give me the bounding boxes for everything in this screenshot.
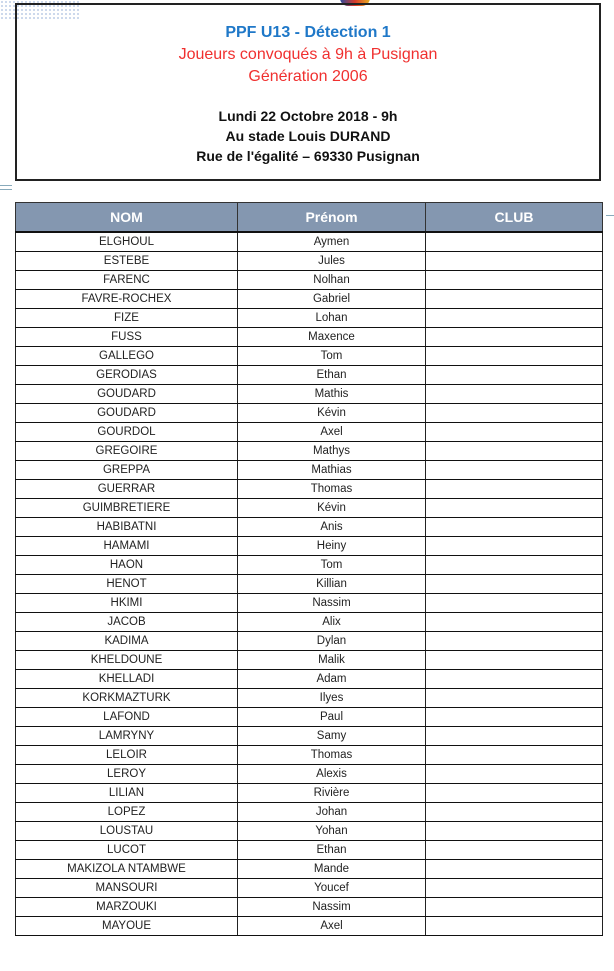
cell-club — [426, 575, 603, 594]
cell-club — [426, 689, 603, 708]
cell-club — [426, 271, 603, 290]
table-row — [16, 632, 603, 651]
cell-club — [426, 860, 603, 879]
cell-nom: LUCOT — [16, 841, 238, 860]
cell-club — [426, 309, 603, 328]
cell-nom: KHELDOUNE — [16, 651, 238, 670]
cell-prenom: Ilyes — [238, 689, 426, 708]
column-header-prenom: Prénom — [238, 203, 426, 233]
cell-prenom: Mathys — [238, 442, 426, 461]
cell-nom: LOUSTAU — [16, 822, 238, 841]
cell-club — [426, 556, 603, 575]
cell-club — [426, 385, 603, 404]
cell-prenom: Alix — [238, 613, 426, 632]
cell-prenom: Rivière — [238, 784, 426, 803]
cell-nom: LAMRYNY — [16, 727, 238, 746]
cell-nom: HENOT — [16, 575, 238, 594]
cell-prenom: Aymen — [238, 232, 426, 252]
cell-nom: GALLEGO — [16, 347, 238, 366]
cell-prenom: Kévin — [238, 499, 426, 518]
cell-nom: GOURDOL — [16, 423, 238, 442]
cell-nom: LELOIR — [16, 746, 238, 765]
table-row — [16, 784, 603, 803]
cell-prenom: Dylan — [238, 632, 426, 651]
table-row — [16, 290, 603, 309]
table-row — [16, 689, 603, 708]
cell-club — [426, 898, 603, 917]
cell-club — [426, 537, 603, 556]
cell-club — [426, 803, 603, 822]
table-row — [16, 328, 603, 347]
cell-prenom: Ethan — [238, 366, 426, 385]
cell-club — [426, 822, 603, 841]
cell-nom: FIZE — [16, 309, 238, 328]
cell-nom: GOUDARD — [16, 385, 238, 404]
cell-club — [426, 518, 603, 537]
table-row — [16, 537, 603, 556]
table-row — [16, 803, 603, 822]
subtitle-generation: Génération 2006 — [248, 68, 368, 85]
cell-nom: GREGOIRE — [16, 442, 238, 461]
table-row — [16, 879, 603, 898]
table-row — [16, 765, 603, 784]
cell-nom: ELGHOUL — [16, 232, 238, 252]
cell-prenom: Nassim — [238, 898, 426, 917]
cell-club — [426, 746, 603, 765]
cell-nom: JACOB — [16, 613, 238, 632]
cell-club — [426, 708, 603, 727]
cell-nom: FUSS — [16, 328, 238, 347]
cell-club — [426, 784, 603, 803]
cell-club — [426, 290, 603, 309]
cell-prenom: Mathias — [238, 461, 426, 480]
table-row — [16, 366, 603, 385]
column-header-nom: NOM — [16, 203, 238, 233]
cell-nom: MARZOUKI — [16, 898, 238, 917]
table-row — [16, 651, 603, 670]
cell-nom: LEROY — [16, 765, 238, 784]
cell-nom: KADIMA — [16, 632, 238, 651]
table-row — [16, 347, 603, 366]
cell-prenom: Nolhan — [238, 271, 426, 290]
cell-club — [426, 765, 603, 784]
cell-nom: GREPPA — [16, 461, 238, 480]
table-row — [16, 613, 603, 632]
cell-prenom: Samy — [238, 727, 426, 746]
cell-club — [426, 480, 603, 499]
cell-nom: ESTEBE — [16, 252, 238, 271]
cell-club — [426, 594, 603, 613]
table-row — [16, 822, 603, 841]
players-table — [15, 202, 603, 936]
cell-prenom: Jules — [238, 252, 426, 271]
event-date: Lundi 22 Octobre 2018 - 9h — [218, 108, 398, 124]
cell-nom: GERODIAS — [16, 366, 238, 385]
cell-prenom: Axel — [238, 423, 426, 442]
cell-nom: FARENC — [16, 271, 238, 290]
cell-prenom: Paul — [238, 708, 426, 727]
cell-club — [426, 917, 603, 936]
cell-club — [426, 670, 603, 689]
cell-prenom: Thomas — [238, 746, 426, 765]
cell-club — [426, 613, 603, 632]
cell-nom: GUIMBRETIERE — [16, 499, 238, 518]
cell-club — [426, 404, 603, 423]
table-row — [16, 461, 603, 480]
table-row — [16, 480, 603, 499]
cell-club — [426, 347, 603, 366]
cell-nom: KORKMAZTURK — [16, 689, 238, 708]
table-row — [16, 594, 603, 613]
cell-nom: LILIAN — [16, 784, 238, 803]
event-address: Rue de l'égalité – 69330 Pusignan — [196, 148, 420, 164]
cell-prenom: Thomas — [238, 480, 426, 499]
cell-nom: LAFOND — [16, 708, 238, 727]
cell-nom: HABIBATNI — [16, 518, 238, 537]
event-venue: Au stade Louis DURAND — [225, 128, 391, 144]
cell-prenom: Nassim — [238, 594, 426, 613]
cell-prenom: Adam — [238, 670, 426, 689]
cell-nom: HAMAMI — [16, 537, 238, 556]
table-row — [16, 309, 603, 328]
cell-prenom: Johan — [238, 803, 426, 822]
cell-nom: HKIMI — [16, 594, 238, 613]
subtitle-convocation: Joueurs convoqués à 9h à Pusignan — [178, 46, 438, 63]
cell-prenom: Tom — [238, 347, 426, 366]
table-row — [16, 232, 603, 252]
cell-prenom: Axel — [238, 917, 426, 936]
table-row — [16, 442, 603, 461]
decorative-line — [0, 185, 12, 190]
cell-prenom: Anis — [238, 518, 426, 537]
cell-club — [426, 252, 603, 271]
table-row — [16, 423, 603, 442]
cell-prenom: Mande — [238, 860, 426, 879]
table-row — [16, 575, 603, 594]
cell-prenom: Maxence — [238, 328, 426, 347]
cell-nom: HAON — [16, 556, 238, 575]
decorative-line — [606, 215, 614, 216]
cell-club — [426, 366, 603, 385]
table-row — [16, 708, 603, 727]
cell-club — [426, 499, 603, 518]
cell-prenom: Yohan — [238, 822, 426, 841]
document-title: PPF U13 - Détection 1 — [225, 24, 391, 41]
cell-prenom: Gabriel — [238, 290, 426, 309]
table-row — [16, 252, 603, 271]
table-row — [16, 746, 603, 765]
cell-club — [426, 328, 603, 347]
cell-nom: KHELLADI — [16, 670, 238, 689]
cell-nom: GUERRAR — [16, 480, 238, 499]
table-row — [16, 385, 603, 404]
cell-club — [426, 232, 603, 252]
table-row — [16, 404, 603, 423]
table-row — [16, 898, 603, 917]
column-header-club: CLUB — [426, 203, 603, 233]
cell-prenom: Mathis — [238, 385, 426, 404]
cell-nom: FAVRE-ROCHEX — [16, 290, 238, 309]
cell-club — [426, 651, 603, 670]
cell-club — [426, 727, 603, 746]
table-row — [16, 860, 603, 879]
cell-club — [426, 461, 603, 480]
cell-nom: MAKIZOLA NTAMBWE — [16, 860, 238, 879]
cell-club — [426, 632, 603, 651]
cell-club — [426, 423, 603, 442]
table-row — [16, 499, 603, 518]
cell-prenom: Alexis — [238, 765, 426, 784]
cell-prenom: Lohan — [238, 309, 426, 328]
cell-prenom: Killian — [238, 575, 426, 594]
cell-club — [426, 841, 603, 860]
cell-prenom: Heiny — [238, 537, 426, 556]
cell-nom: GOUDARD — [16, 404, 238, 423]
cell-club — [426, 879, 603, 898]
cell-prenom: Malik — [238, 651, 426, 670]
table-row — [16, 556, 603, 575]
cell-prenom: Tom — [238, 556, 426, 575]
table-row — [16, 841, 603, 860]
cell-prenom: Kévin — [238, 404, 426, 423]
cell-club — [426, 442, 603, 461]
cell-nom: LOPEZ — [16, 803, 238, 822]
cell-prenom: Youcef — [238, 879, 426, 898]
table-row — [16, 670, 603, 689]
table-row — [16, 518, 603, 537]
table-row — [16, 727, 603, 746]
cell-nom: MANSOURI — [16, 879, 238, 898]
cell-prenom: Ethan — [238, 841, 426, 860]
header-box — [15, 3, 601, 181]
table-row — [16, 271, 603, 290]
cell-nom: MAYOUE — [16, 917, 238, 936]
table-row — [16, 917, 603, 936]
